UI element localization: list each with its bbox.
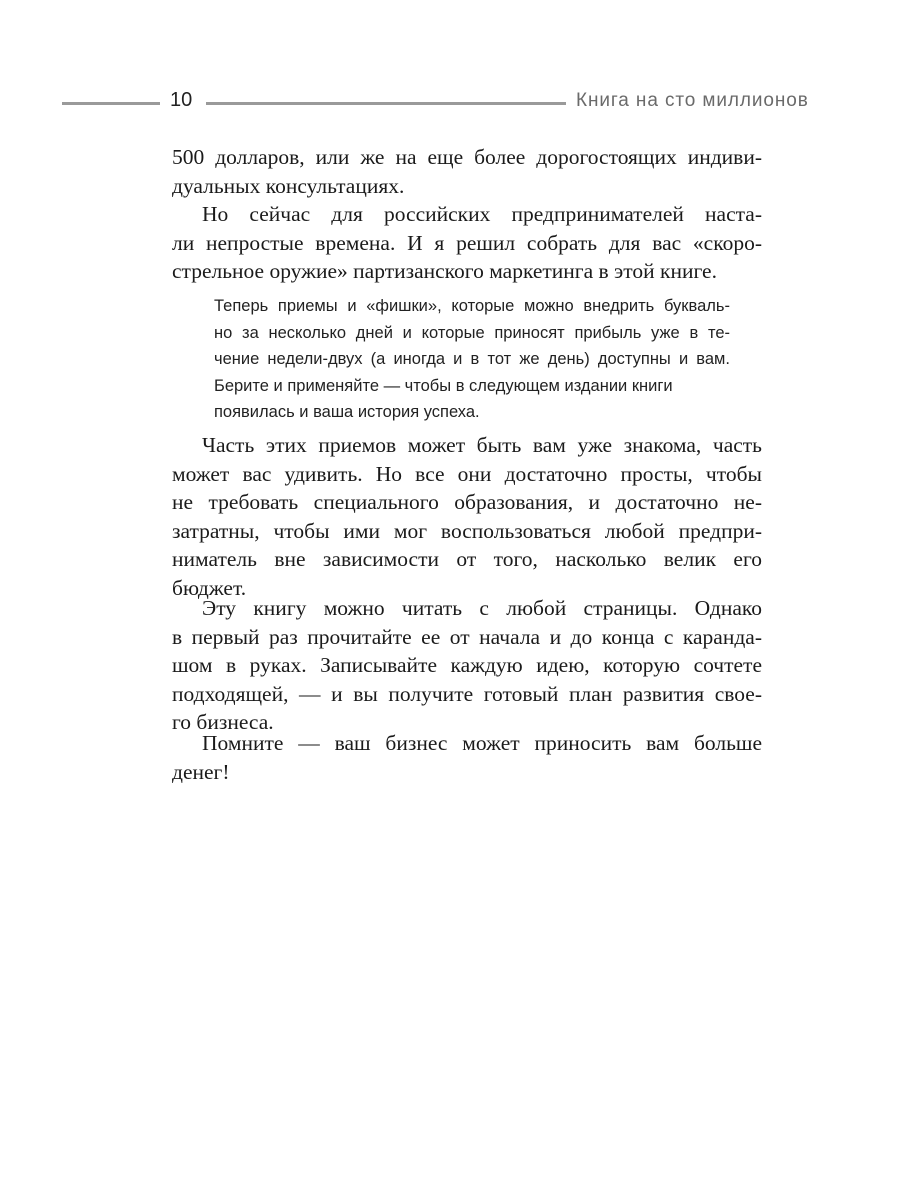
paragraph-5 [172, 729, 762, 786]
text-line: ли непростые времена. И я решил собрать для вас «скоро- [172, 230, 762, 255]
text-line: в первый раз прочитайте ее от начала и до конца с каранда- [172, 624, 762, 649]
text-line: Эту книгу можно читать с любой страницы. Однако [202, 596, 762, 620]
book-title: Книга на сто миллионов [576, 90, 809, 111]
paragraph-2 [172, 200, 762, 286]
text-line: ниматель вне зависимости от того, насколько велик его [172, 547, 762, 571]
paragraph-3 [172, 431, 762, 602]
text-line: дуальных консультациях. [172, 173, 405, 198]
page-number: 10 [170, 89, 193, 111]
header-rule-left [62, 102, 160, 105]
paragraph-4 [172, 594, 762, 737]
text-line: го бизнеса. [172, 710, 274, 734]
paragraph-1 [172, 143, 762, 200]
callout-line: но за несколько дней и которые приносят прибыль уже в те- [214, 323, 730, 342]
callout-line: появилась и ваша история успеха. [214, 403, 480, 421]
text-line: бюджет. [172, 575, 247, 600]
text-line: может вас удивить. Но все они достаточно просты, чтобы [172, 461, 762, 486]
callout-line: Берите и применяйте — чтобы в следующем издании книги [214, 376, 673, 395]
callout-line: Теперь приемы и «фишки», которые можно внедрить букваль- [214, 297, 730, 315]
text-line: Но сейчас для российских предпринимателей наста- [202, 202, 762, 226]
text-line: Помните — ваш бизнес может приносить вам больше [202, 731, 762, 755]
callout-line: чение недели-двух (а иногда и в тот же день) доступны и вам. [214, 350, 730, 368]
text-line: не требовать специального образования, и достаточно не- [172, 490, 762, 514]
text-line: денег! [172, 759, 230, 784]
text-line: 500 долларов, или же на еще более дорогостоящих индиви- [172, 145, 762, 169]
running-head [62, 88, 809, 118]
callout-block [214, 293, 730, 426]
text-line: стрельное оружие» партизанского маркетинга в этой книге. [172, 259, 717, 283]
text-line: затратны, чтобы ими мог воспользоваться любой предпри- [172, 518, 762, 543]
text-line: Часть этих приемов может быть вам уже знакома, часть [202, 433, 762, 457]
text-line: шом в руках. Записывайте каждую идею, которую сочтете [172, 653, 762, 677]
text-line: подходящей, — и вы получите готовый план развития свое- [172, 681, 762, 706]
header-rule-middle [206, 102, 566, 105]
